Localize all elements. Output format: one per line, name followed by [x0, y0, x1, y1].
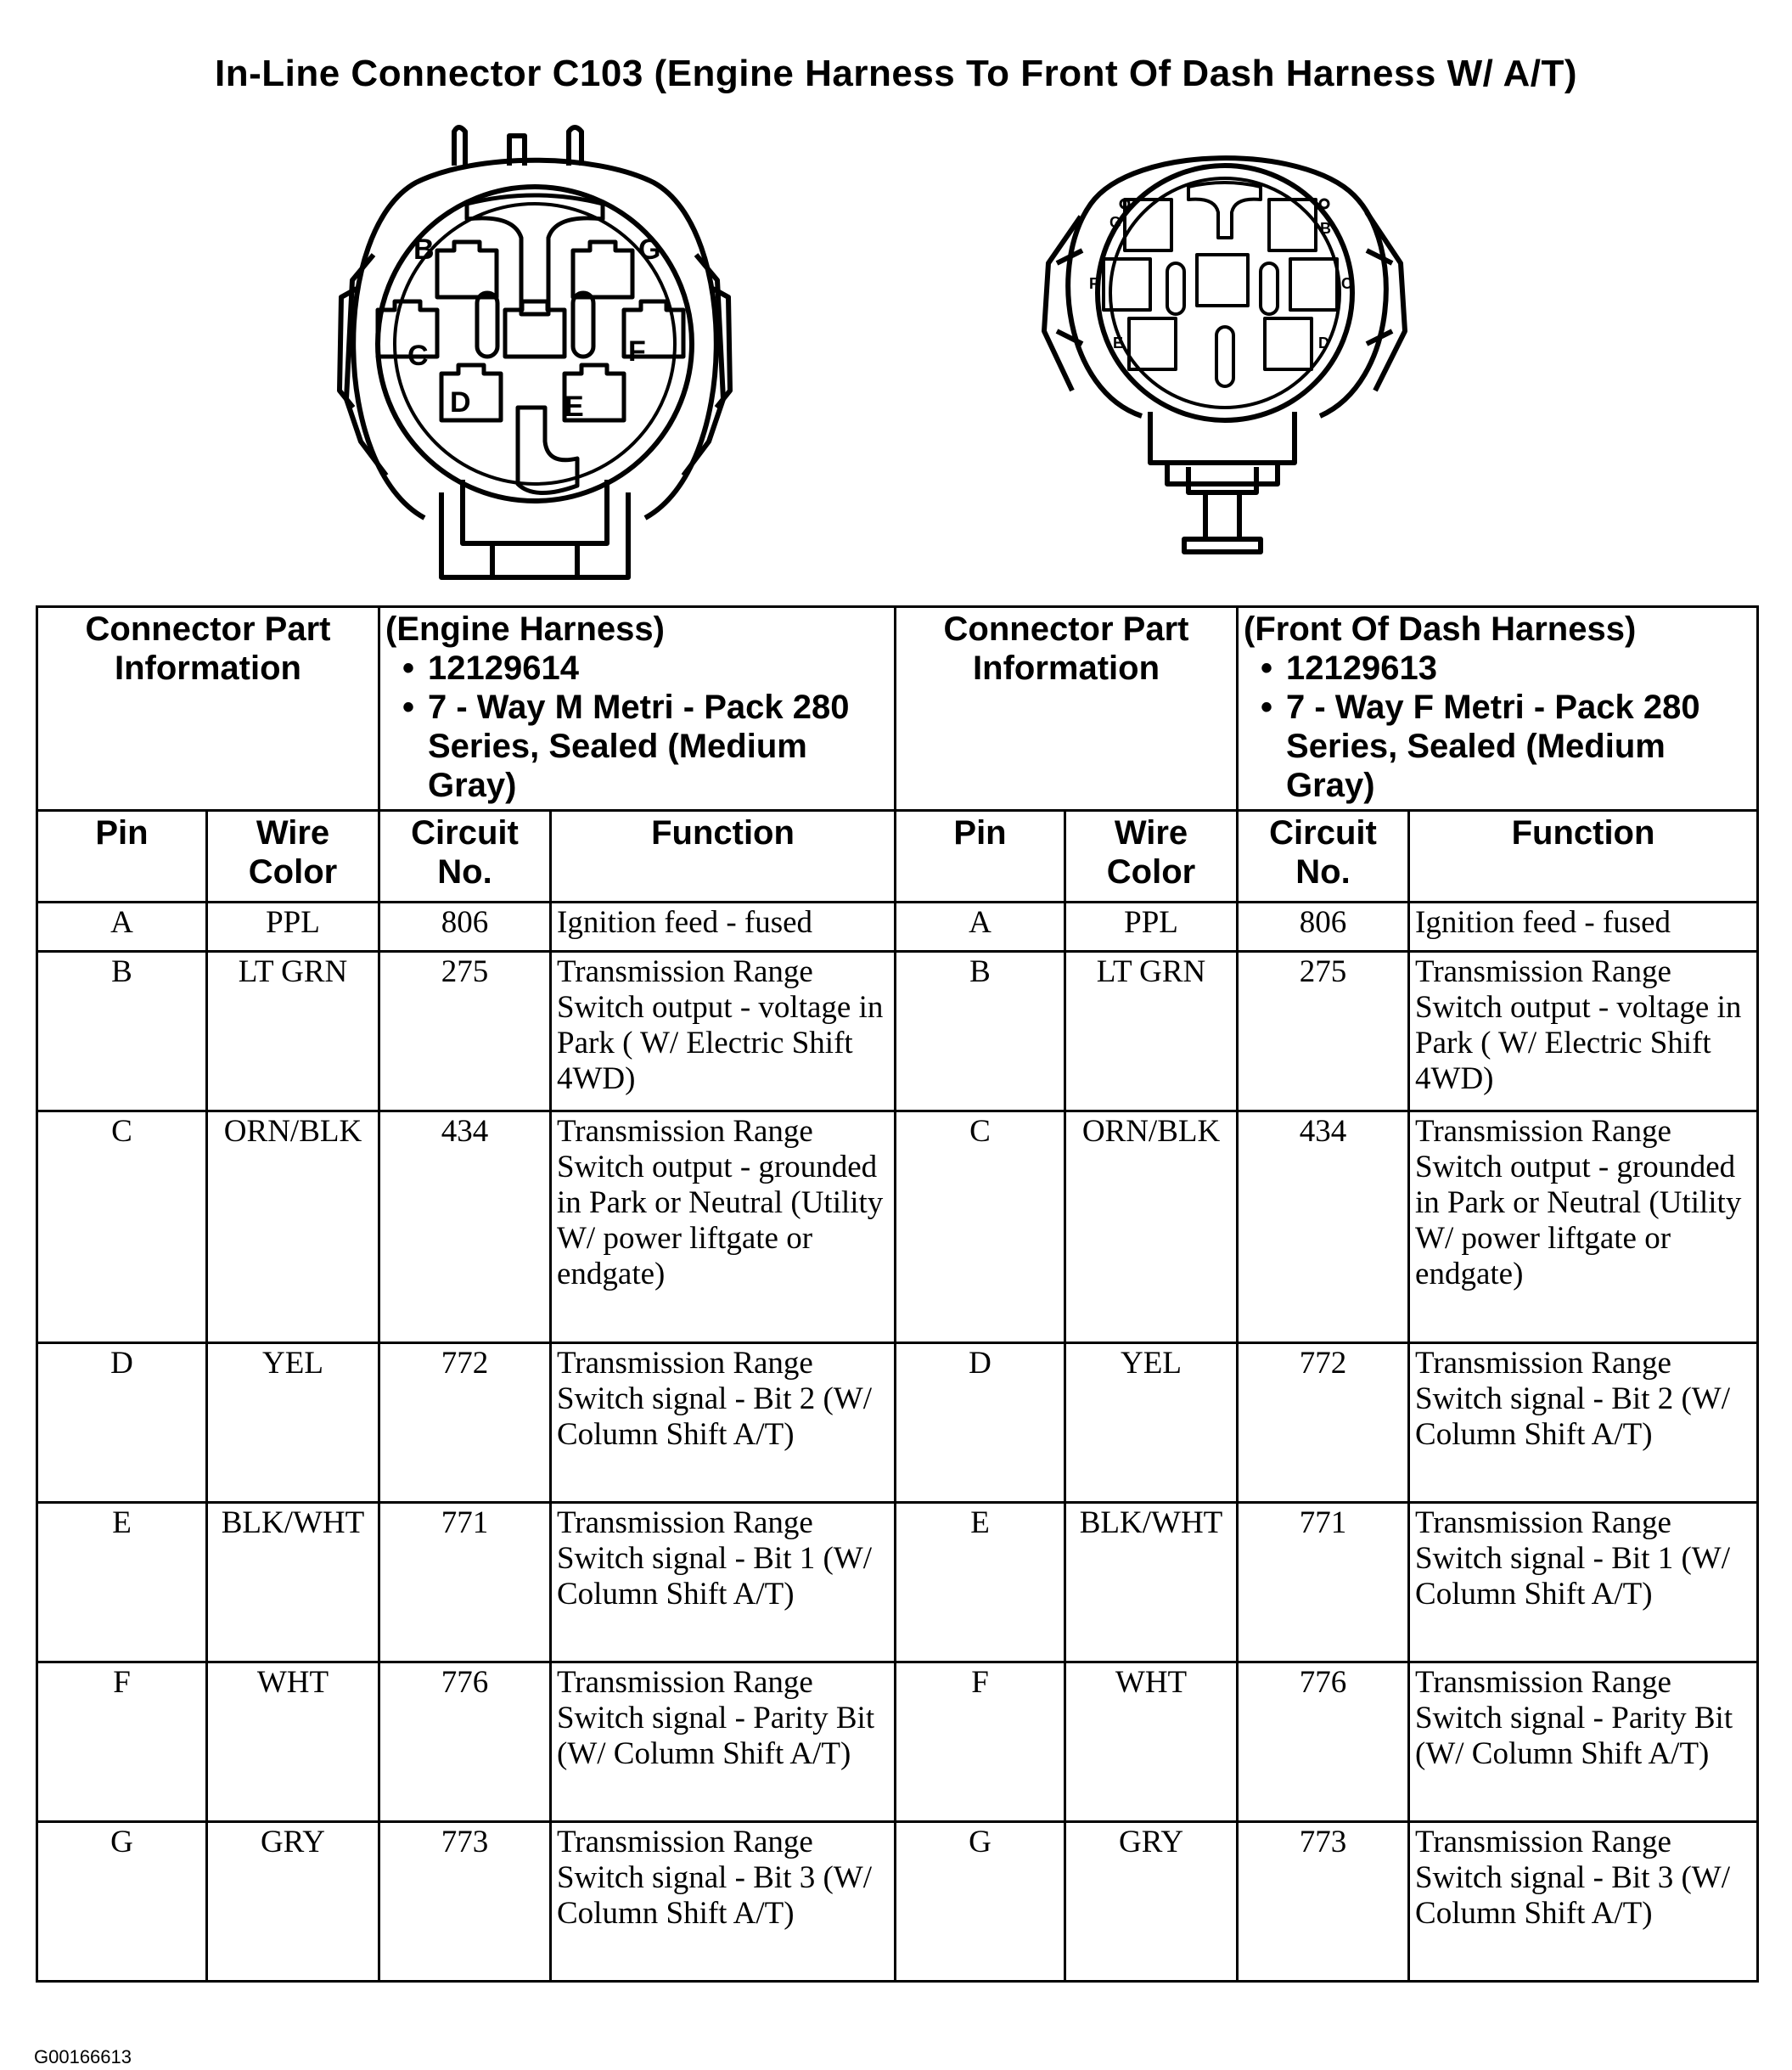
- wire-color-cell: BLK/WHT: [1065, 1503, 1238, 1662]
- dash-harness-part-info: [1238, 607, 1758, 811]
- function-cell: Transmission Range Switch signal - Bit 1 (W/ Column Shift A/T): [1409, 1503, 1758, 1662]
- wire-color-cell: ORN/BLK: [207, 1111, 379, 1343]
- function-header: Function: [1409, 811, 1758, 903]
- dash-harness-part-number: • 12129613: [1286, 649, 1751, 688]
- table-row: [37, 1111, 1758, 1343]
- circuit-no-cell: 806: [379, 903, 551, 952]
- pin-label-g: G: [1109, 214, 1122, 231]
- pin-cell: A: [896, 903, 1065, 952]
- wire-color-cell: WHT: [1065, 1662, 1238, 1822]
- function-cell: Transmission Range Switch output - grounded in Park or Neutral (Utility W/ power liftgate or endgate): [551, 1111, 896, 1343]
- pin-label-b: B: [1320, 220, 1331, 237]
- wire-color-cell: YEL: [1065, 1343, 1238, 1503]
- circuit-no-cell: 275: [1238, 952, 1409, 1111]
- pin-cell: E: [37, 1503, 207, 1662]
- pin-cell: C: [896, 1111, 1065, 1343]
- circuit-no-cell: 772: [379, 1343, 551, 1503]
- pin-cell: G: [37, 1822, 207, 1982]
- engine-harness-part-number: • 12129614: [428, 649, 889, 688]
- pin-cell: E: [896, 1503, 1065, 1662]
- circuit-no-cell: 772: [1238, 1343, 1409, 1503]
- pin-cell: B: [37, 952, 207, 1111]
- pin-cell: B: [896, 952, 1065, 1111]
- pin-rows: [37, 903, 1758, 1982]
- table-row: [37, 903, 1758, 952]
- circuit-no-cell: 434: [1238, 1111, 1409, 1343]
- circuit-no-cell: 773: [1238, 1822, 1409, 1982]
- function-cell: Transmission Range Switch signal - Bit 3 (W/ Column Shift A/T): [551, 1822, 896, 1982]
- circuit-no-header: Circuit No.: [379, 811, 551, 903]
- pin-cell: A: [37, 903, 207, 952]
- pin-cell: F: [37, 1662, 207, 1822]
- function-cell: Ignition feed - fused: [1409, 903, 1758, 952]
- circuit-no-cell: 776: [379, 1662, 551, 1822]
- wire-color-cell: GRY: [1065, 1822, 1238, 1982]
- function-cell: Ignition feed - fused: [551, 903, 896, 952]
- circuit-no-cell: 771: [379, 1503, 551, 1662]
- circuit-no-cell: 806: [1238, 903, 1409, 952]
- wire-color-header: Wire Color: [207, 811, 379, 903]
- figure-id: G00166613: [34, 2046, 132, 2067]
- circuit-no-header: Circuit No.: [1238, 811, 1409, 903]
- function-header: Function: [551, 811, 896, 903]
- pin-label-c: C: [1341, 275, 1352, 292]
- pin-label-f: F: [628, 335, 646, 368]
- column-header-row: [37, 811, 1758, 903]
- wire-color-cell: ORN/BLK: [1065, 1111, 1238, 1343]
- function-cell: Transmission Range Switch output - voltage in Park ( W/ Electric Shift 4WD): [551, 952, 896, 1111]
- engine-harness-name: (Engine Harness): [385, 610, 665, 648]
- pin-cell: G: [896, 1822, 1065, 1982]
- pin-label-c: C: [407, 340, 429, 372]
- pin-cell: D: [37, 1343, 207, 1503]
- circuit-no-cell: 773: [379, 1822, 551, 1982]
- circuit-no-cell: 275: [379, 952, 551, 1111]
- pin-cell: D: [896, 1343, 1065, 1503]
- pin-label-g: G: [638, 233, 661, 266]
- dash-harness-connector-type: • 7 - Way F Metri - Pack 280 Series, Sealed (Medium Gray): [1286, 688, 1751, 805]
- table-row: [37, 1503, 1758, 1662]
- wire-color-cell: PPL: [1065, 903, 1238, 952]
- wire-color-cell: GRY: [207, 1822, 379, 1982]
- function-cell: Transmission Range Switch output - voltage in Park ( W/ Electric Shift 4WD): [1409, 952, 1758, 1111]
- dash-harness-connector-diagram: [1031, 136, 1422, 577]
- circuit-no-cell: 434: [379, 1111, 551, 1343]
- engine-harness-part-info: [379, 607, 896, 811]
- table-row: [37, 1343, 1758, 1503]
- pin-label-d: D: [450, 386, 471, 419]
- wire-color-header: Wire Color: [1065, 811, 1238, 903]
- table-row: [37, 1822, 1758, 1982]
- function-cell: Transmission Range Switch output - grounded in Park or Neutral (Utility W/ power liftgate or endgate): [1409, 1111, 1758, 1343]
- circuit-no-cell: 776: [1238, 1662, 1409, 1822]
- pin-cell: F: [896, 1662, 1065, 1822]
- table-row: [37, 952, 1758, 1111]
- engine-harness-connector-type: • 7 - Way M Metri - Pack 280 Series, Sealed (Medium Gray): [428, 688, 889, 805]
- function-cell: Transmission Range Switch signal - Parity Bit (W/ Column Shift A/T): [551, 1662, 896, 1822]
- function-cell: Transmission Range Switch signal - Bit 2 (W/ Column Shift A/T): [551, 1343, 896, 1503]
- part-info-row: [37, 607, 1758, 811]
- wire-color-cell: WHT: [207, 1662, 379, 1822]
- wire-color-cell: LT GRN: [207, 952, 379, 1111]
- function-cell: Transmission Range Switch signal - Bit 3 (W/ Column Shift A/T): [1409, 1822, 1758, 1982]
- function-cell: Transmission Range Switch signal - Bit 1 (W/ Column Shift A/T): [551, 1503, 896, 1662]
- function-cell: Transmission Range Switch signal - Parity Bit (W/ Column Shift A/T): [1409, 1662, 1758, 1822]
- dash-harness-name: (Front Of Dash Harness): [1244, 610, 1637, 648]
- pin-label-b: B: [413, 233, 435, 266]
- table-row: [37, 1662, 1758, 1822]
- circuit-no-cell: 771: [1238, 1503, 1409, 1662]
- pin-header: Pin: [896, 811, 1065, 903]
- function-cell: Transmission Range Switch signal - Bit 2 (W/ Column Shift A/T): [1409, 1343, 1758, 1503]
- wire-color-cell: LT GRN: [1065, 952, 1238, 1111]
- connector-part-info-header-right: Connector Part Information: [896, 607, 1238, 811]
- pin-label-d: D: [1318, 335, 1329, 352]
- wire-color-cell: BLK/WHT: [207, 1503, 379, 1662]
- pin-label-e: E: [565, 391, 584, 423]
- pin-label-f: F: [1089, 275, 1098, 292]
- page-title: In-Line Connector C103 (Engine Harness To Front Of Dash Harness W/ A/T): [214, 53, 1578, 94]
- pin-header: Pin: [37, 811, 207, 903]
- wire-color-cell: PPL: [207, 903, 379, 952]
- connector-pinout-table: [36, 605, 1759, 1983]
- pin-label-e: E: [1113, 335, 1124, 352]
- connector-part-info-header-left: Connector Part Information: [37, 607, 379, 811]
- engine-harness-connector-diagram: [323, 119, 747, 594]
- wire-color-cell: YEL: [207, 1343, 379, 1503]
- pin-cell: C: [37, 1111, 207, 1343]
